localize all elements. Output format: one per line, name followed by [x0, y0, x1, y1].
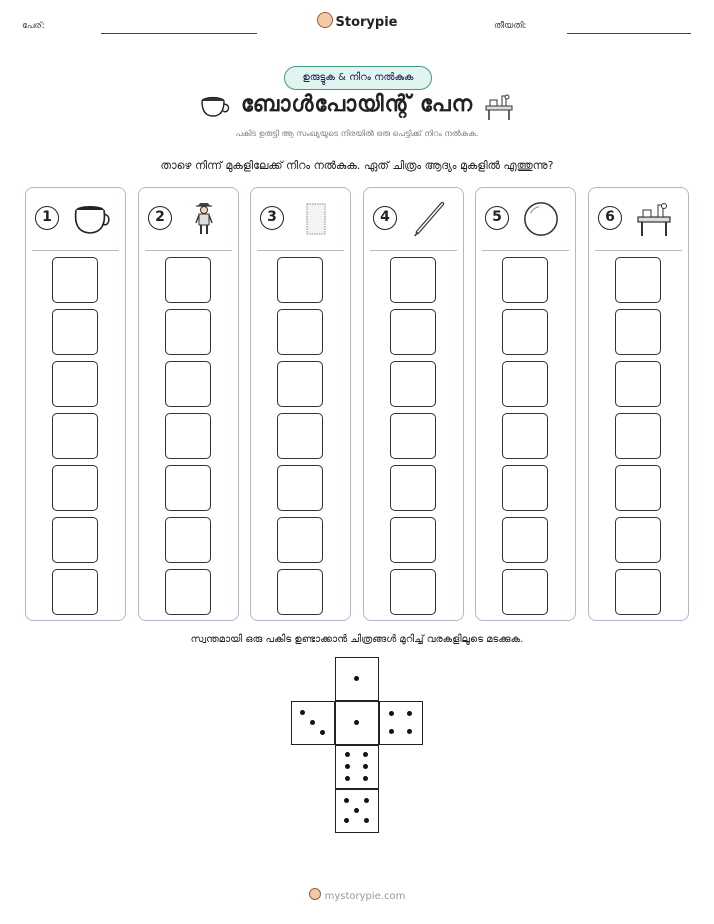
color-box[interactable] [502, 361, 548, 407]
die-pip [354, 808, 359, 813]
color-box[interactable] [277, 569, 323, 615]
column-number: 3 [260, 206, 284, 230]
bear-icon [317, 12, 333, 28]
die-pip [344, 818, 349, 823]
color-box[interactable] [615, 465, 661, 511]
die-face-6 [335, 745, 379, 789]
color-box[interactable] [165, 465, 211, 511]
column-divider [595, 250, 682, 251]
die-pip [354, 720, 359, 725]
color-box[interactable] [390, 309, 436, 355]
color-box[interactable] [277, 517, 323, 563]
color-box[interactable] [52, 569, 98, 615]
activity-badge: ഉരുട്ടുക & നിറം നൽകുക [284, 66, 432, 90]
die-face-3 [291, 701, 335, 745]
color-box[interactable] [390, 257, 436, 303]
die-face-1 [335, 657, 379, 701]
color-box[interactable] [277, 361, 323, 407]
die-face-1 [335, 701, 379, 745]
color-box[interactable] [502, 413, 548, 459]
color-box[interactable] [615, 569, 661, 615]
color-box[interactable] [165, 569, 211, 615]
subtitle: പകിട ഉരുട്ടി ആ സംഖ്യയുടെ നിരയിൽ ഒരു പെട്ടിക്ക് നിറം നൽകുക. [235, 129, 479, 138]
color-box[interactable] [52, 257, 98, 303]
column-number: 5 [485, 206, 509, 230]
die-face-4 [379, 701, 423, 745]
die-pip [344, 798, 349, 803]
color-box[interactable] [165, 517, 211, 563]
workbench-title-icon [483, 92, 515, 122]
die-pip [389, 711, 394, 716]
pen-icon [410, 200, 448, 238]
color-box[interactable] [277, 465, 323, 511]
page-title: ബോൾപോയിന്റ് പേന [240, 92, 474, 117]
color-box[interactable] [615, 413, 661, 459]
brand-name: Storypie [335, 15, 398, 30]
workbench-icon [634, 199, 674, 239]
column-number: 6 [598, 206, 622, 230]
name-label: പേര്: [22, 21, 45, 31]
color-box[interactable] [390, 413, 436, 459]
man-icon [192, 201, 216, 237]
die-pip [407, 711, 412, 716]
die-pip [345, 764, 350, 769]
die-pip [300, 710, 305, 715]
die-pip [345, 776, 350, 781]
color-box[interactable] [165, 413, 211, 459]
column-divider [32, 250, 119, 251]
color-box[interactable] [615, 361, 661, 407]
die-pip [363, 776, 368, 781]
footer[interactable] [0, 888, 714, 902]
color-box[interactable] [390, 361, 436, 407]
footer-url[interactable]: mystorypie.com [324, 891, 406, 902]
column-number: 2 [148, 206, 172, 230]
color-box[interactable] [390, 465, 436, 511]
ball-icon [522, 200, 560, 238]
color-box[interactable] [52, 465, 98, 511]
color-box[interactable] [165, 309, 211, 355]
color-box[interactable] [52, 361, 98, 407]
color-box[interactable] [52, 413, 98, 459]
die-pip [363, 752, 368, 757]
color-box[interactable] [615, 257, 661, 303]
pot-icon [71, 202, 111, 236]
column-number: 4 [373, 206, 397, 230]
die-pip [363, 764, 368, 769]
column-number: 1 [35, 206, 59, 230]
color-box[interactable] [52, 517, 98, 563]
die-pip [320, 730, 325, 735]
color-box[interactable] [502, 257, 548, 303]
color-box[interactable] [390, 517, 436, 563]
brand-logo [0, 12, 714, 30]
color-box[interactable] [502, 569, 548, 615]
column-divider [370, 250, 457, 251]
die-pip [407, 729, 412, 734]
column-divider [145, 250, 232, 251]
die-face-5 [335, 789, 379, 833]
column-divider [482, 250, 569, 251]
die-pip [389, 729, 394, 734]
die-pip [345, 752, 350, 757]
die-pip [364, 818, 369, 823]
die-pip [354, 676, 359, 681]
color-box[interactable] [277, 413, 323, 459]
instruction: താഴെ നിന്ന് മുകളിലേക്ക് നിറം നൽകുക. ഏത് ചിത്രം ആദ്യം മുകളിൽ എത്തുന്നു? [160, 159, 554, 172]
color-box[interactable] [165, 361, 211, 407]
color-box[interactable] [615, 517, 661, 563]
color-box[interactable] [502, 465, 548, 511]
color-box[interactable] [277, 257, 323, 303]
cube-instruction: സ്വന്തമായി ഒരു പകിട ഉണ്ടാക്കാൻ ചിത്രങ്ങൾ മുറിച്ച് വരകളിലൂടെ മടക്കുക. [190, 634, 524, 645]
color-box[interactable] [615, 309, 661, 355]
color-box[interactable] [502, 517, 548, 563]
color-box[interactable] [390, 569, 436, 615]
die-pip [364, 798, 369, 803]
cup-icon [199, 94, 231, 120]
column-divider [257, 250, 344, 251]
color-box[interactable] [165, 257, 211, 303]
bear-icon [309, 888, 321, 900]
name-line[interactable] [101, 33, 257, 34]
date-label: തീയതി: [494, 21, 527, 31]
paper-icon [304, 201, 328, 237]
date-line[interactable] [567, 33, 691, 34]
die-pip [310, 720, 315, 725]
color-box[interactable] [52, 309, 98, 355]
color-box[interactable] [277, 309, 323, 355]
color-box[interactable] [502, 309, 548, 355]
